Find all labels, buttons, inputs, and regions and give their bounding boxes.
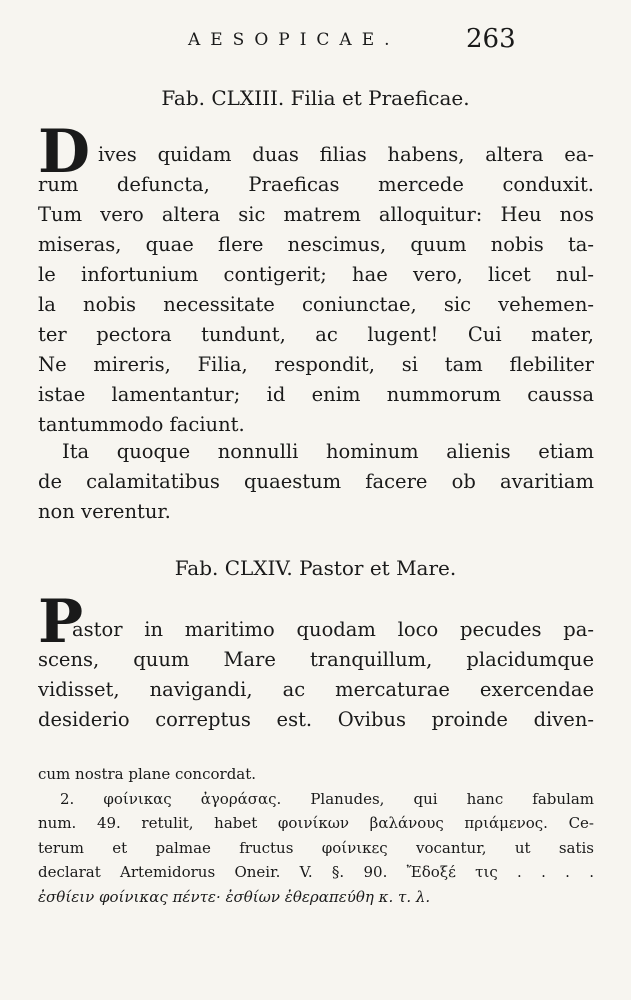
moral-line: Ita quoque nonnulli hominum alienis etiam: [62, 440, 594, 463]
running-head: [0, 24, 631, 56]
text-line: Tum vero altera sic matrem alloquitur: Heu nos: [38, 203, 594, 226]
fable-163-moral: [38, 437, 594, 527]
text-line: miseras, quae flere nescimus, quum nobis ta-: [38, 233, 594, 256]
text-line: astor in maritimo quodam loco pecudes pa-: [72, 618, 594, 641]
footnote-line: ἐσθίειν φοίνικας πέντε· ἐσθίων ἐθεραπεύθη κ. τ. λ.: [38, 887, 431, 906]
footnotes: [38, 762, 594, 909]
fable-heading-163: Fab. CLXIII. Filia et Praeficae.: [161, 86, 470, 110]
fable-heading-164: Fab. CLXIV. Pastor et Mare.: [174, 556, 457, 580]
dropcap-p: P: [38, 587, 84, 657]
fable-164-text: [38, 615, 594, 735]
fable-163-text: [38, 140, 594, 440]
text-line: vidisset, navigandi, ac mercaturae exercendae: [38, 678, 594, 701]
text-line: ives quidam duas filias habens, altera ea-: [98, 143, 594, 166]
text-line: rum defuncta, Praeficas mercede conduxit.: [38, 173, 594, 196]
moral-line: non verentur.: [38, 500, 171, 523]
footnote-line: declarat Artemidorus Oneir. V. §. 90. Ἔδοξέ τις . . . .: [38, 863, 594, 881]
footnote-line: cum nostra plane concordat.: [38, 765, 257, 783]
footnote-line: num. 49. retulit, habet φοινίκων βαλάνους πριάμενος. Ce-: [38, 814, 594, 832]
running-head-title: AESOPICAE.: [188, 30, 400, 50]
text-line: scens, quum Mare tranquillum, placidumque: [38, 648, 594, 671]
text-line: ter pectora tundunt, ac lugent! Cui mater,: [38, 323, 594, 346]
text-line: Ne mireris, Filia, respondit, si tam flebiliter: [38, 353, 594, 376]
text-line: istae lamentantur; id enim nummorum caussa: [38, 383, 594, 406]
dropcap-d: D: [38, 117, 91, 187]
page-number: 263: [466, 24, 516, 54]
moral-line: de calamitatibus quaestum facere ob avaritiam: [38, 470, 594, 493]
text-line: le infortunium contigerit; hae vero, licet nul-: [38, 263, 594, 286]
text-line: la nobis necessitate coniunctae, sic vehemen-: [38, 293, 594, 316]
footnote-line: terum et palmae fructus φοίνικες vocantur, ut satis: [38, 838, 594, 857]
text-line: desiderio correptus est. Ovibus proinde diven-: [38, 708, 594, 731]
text-line: tantummodo faciunt.: [38, 413, 245, 436]
footnote-line: 2. φοίνικας ἀγοράσας. Planudes, qui hanc fabulam: [60, 789, 594, 808]
